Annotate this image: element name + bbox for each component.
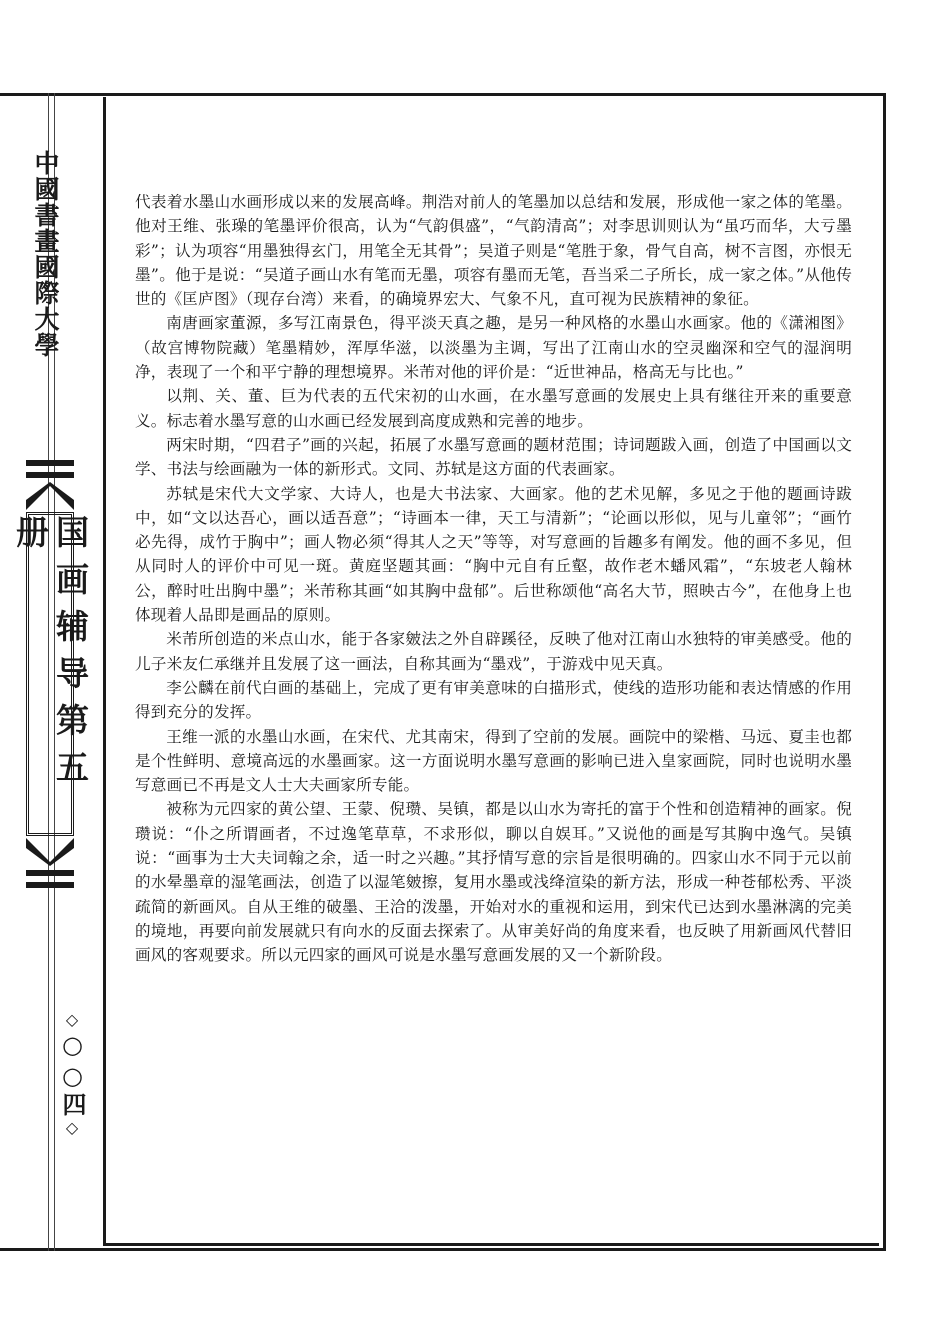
page-number-band: [52, 1010, 92, 1138]
book-title-box: [11, 512, 90, 836]
paragraph: 两宋时期，“四君子”画的兴起，拓展了水墨写意画的题材范围；诗词题跋入画，创造了中国画以文学、书法与绘画融为一体的新形式。文同、苏轼是这方面的代表画家。: [135, 435, 852, 479]
chevron-down-ornament-icon: [20, 836, 80, 866]
chevron-up-ornament-icon: [20, 482, 80, 512]
book-title-band: [11, 460, 90, 888]
paragraph: 代表着水墨山水画形成以来的发展高峰。荆浩对前人的笔墨加以总结和发展，形成他一家之体的笔墨。他对王维、张璪的笔墨评价很高，认为“气韵俱盛”，“气韵清高”；对李思训则认为“虽巧而华，大亏墨彩”；认为项容“用墨独得玄门，用笔全无其骨”；吴道子则是“笔胜于象，骨气自高，树不言图，亦恨无墨”。他于是说：“吴道子画山水有笔而无墨，项容有墨而无笔，吾当采二子所长，成一家之体。”从他传世的《匡庐图》（现存台湾）来看，的确境界宏大、气象不凡，直可视为民族精神的象征。: [135, 193, 852, 309]
title-bar-bottom-1: [26, 870, 74, 876]
paragraph: 米芾所创造的米点山水，能于各家皴法之外自辟蹊径，反映了他对江南山水独特的审美感受。他的儿子米友仁承继并且发展了这一画法，自称其画为“墨戏”，于游戏中见天真。: [135, 630, 852, 673]
paragraph: 苏轼是宋代大文学家、大诗人，也是大书法家、大画家。他的艺术见解，多见之于他的题画诗跋中，如“文以达吾心，画以适吾意”；“诗画本一律，天工与清新”；“论画以形似，见与儿童邻”；“画竹必先得，成竹于胸中”；画人物必须“得其人之天”等等，对写意画的旨趣多有阐发。他的画不多见，但从同时人的评价中可见一斑。黄庭坚题其画：“胸中元自有丘壑，故作老木蟠风霜”，“东坡老人翰林公，醉时吐出胸中墨”；米芾称其画“如其胸中盘郁”。后世称颂他“高名大节，照映古今”，在他身上也体现着人品即是画品的原则。: [135, 484, 852, 625]
paragraph: 被称为元四家的黄公望、王蒙、倪瓒、吴镇，都是以山水为寄托的富于个性和创造精神的画家。倪瓒说：“仆之所谓画者，不过逸笔草草，不求形似，聊以自娱耳。”又说他的画是写其胸中逸气。吴镇说：“画事为士大夫词翰之余，适一时之兴趣。”其抒情写意的宗旨是很明确的。四家山水不同于元以前的水晕墨章的湿笔画法，创造了以湿笔皴擦，复用水墨或浅绛渲染的新方法，形成一种苍郁松秀、平淡疏简的新画风。自从王维的破墨、王洽的泼墨，开始对水的重视和运用，到宋代已达到水墨淋漓的完美的境地，再要向前发展就只有向水的反面去探索了。从审美好尚的角度来看，也反映了用新画风代替旧画风的客观要求。所以元四家的画风可说是水墨写意画发展的又一个新阶段。: [135, 800, 852, 965]
book-title: 国画辅导第五册: [11, 515, 90, 797]
diamond-icon: ◇: [65, 1010, 79, 1029]
diamond-icon: ◇: [65, 1118, 79, 1137]
paragraph: 以荆、关、董、巨为代表的五代宋初的山水画，在水墨写意画的发展史上具有继往开来的重要意义。标志着水墨写意的山水画已经发展到高度成熟和完善的地步。: [135, 387, 852, 430]
university-name: 中國書畫國際大學: [31, 150, 60, 358]
title-bar-bottom-2: [26, 882, 74, 888]
page-number: ○○四: [58, 1030, 87, 1118]
title-bar-top-2: [26, 472, 74, 478]
paragraph: 南唐画家董源，多写江南景色，得平淡天真之趣，是另一种风格的水墨山水画家。他的《潇湘图》（故宫博物院藏）笔墨精妙，浑厚华滋，以淡墨为主调，写出了江南山水的空灵幽深和空气的湿润明净，表现了一个和平宁静的理想境界。米芾对他的评价是：“近世神品，格高无与比也。”: [135, 314, 852, 382]
paragraph: 王维一派的水墨山水画，在宋代、尤其南宋，得到了空前的发展。画院中的梁楷、马远、夏圭也都是个性鲜明、意境高远的水墨画家。这一方面说明水墨写意画的影响已进入皇家画院，同时也说明水墨写意画已不再是文人士大夫画家所专能。: [135, 727, 852, 795]
title-bar-top-1: [26, 460, 74, 466]
body-text: [135, 190, 852, 968]
paragraph: 李公麟在前代白画的基础上，完成了更有审美意味的白描形式，使线的造形功能和表达情感的作用得到充分的发挥。: [135, 678, 852, 722]
